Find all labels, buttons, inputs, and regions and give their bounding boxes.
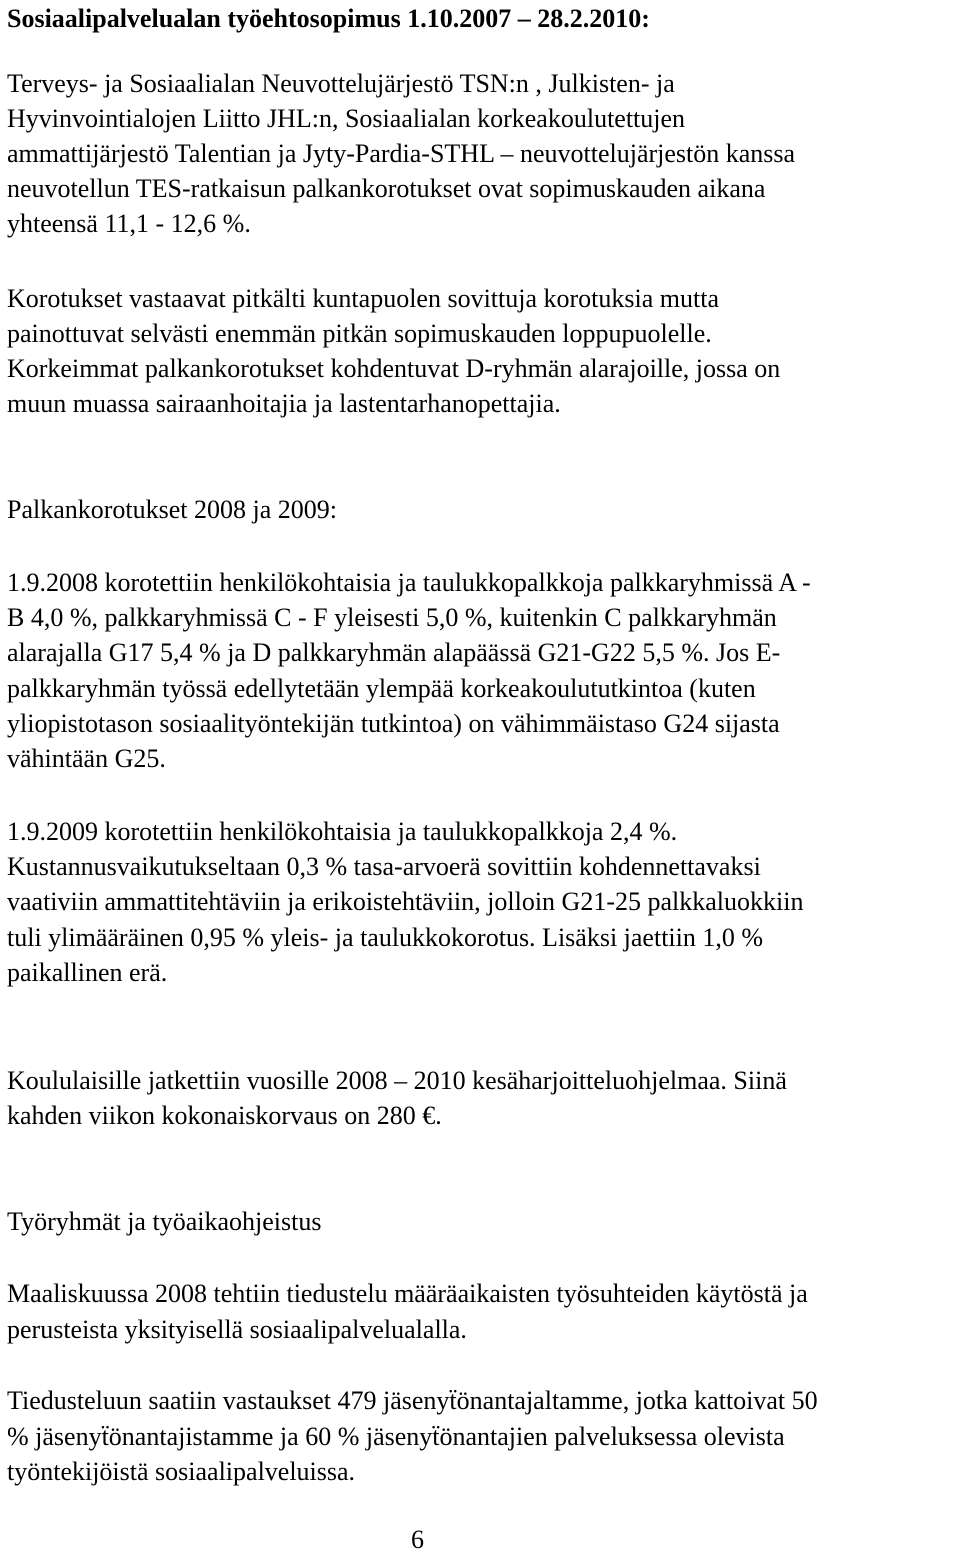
text-line: B 4,0 %, palkkaryhmissä C - F yleisesti 5,0 %, kuitenkin C palkkaryhmän [7,603,777,632]
text-line: neuvotellun TES-ratkaisun palkankorotukset ovat sopimuskauden aikana [7,174,766,203]
page-number: 6 [411,1525,424,1554]
text-line: Koululaisille jatkettiin vuosille 2008 – 2010 kesäharjoitteluohjelmaa. Siinä [7,1066,787,1095]
text-line: kahden viikon kokonaiskorvaus on 280 €. [7,1101,442,1130]
text-line: yliopistotason sosiaalityöntekijän tutkintoa) on vähimmäistaso G24 sijasta [7,709,780,738]
subheading-working-groups: Työryhmät ja työaikaohjeistus [7,1207,322,1236]
text-line: vähintään G25. [7,744,166,773]
text-line: alarajalla G17 5,4 % ja D palkkaryhmän alapäässä G21-G22 5,5 %. Jos E- [7,638,781,667]
text-line: 1.9.2009 korotettiin henkilökohtaisia ja taulukkopalkkoja 2,4 %. [7,817,678,846]
text-line: Korotukset vastaavat pitkälti kuntapuolen sovittuja korotuksia mutta [7,284,719,313]
text-line: painottuvat selvästi enemmän pitkän sopimuskauden loppupuolelle. [7,319,712,348]
text-line: työntekijöistä sosiaalipalveluissa. [7,1457,356,1486]
text-line: paikallinen erä. [7,958,168,987]
text-line: % jäsenyẗönantajistamme ja 60 % jäsenyẗönantajien palveluksessa olevista [7,1422,785,1451]
text-line: ammattijärjestö Talentian ja Jyty-Pardia-STHL – neuvottelujärjestön kanssa [7,139,796,168]
text-line: muun muassa sairaanhoitajia ja lastentarhanopettajia. [7,389,561,418]
text-line: tuli ylimääräinen 0,95 % yleis- ja taulukkokorotus. Lisäksi jaettiin 1,0 % [7,923,764,952]
text-line: vaativiin ammattitehtäviin ja erikoistehtäviin, jolloin G21-25 palkkaluokkiin [7,887,804,916]
text-line: palkkaryhmän työssä edellytetään ylempää korkeakoulututkintoa (kuten [7,674,756,703]
text-line: Terveys- ja Sosiaalialan Neuvottelujärjestö TSN:n , Julkisten- ja [7,69,675,98]
text-line: yhteensä 11,1 - 12,6 %. [7,209,251,238]
text-line: Tiedusteluun saatiin vastaukset 479 jäsenyẗönantajaltamme, jotka kattoivat 50 [7,1386,818,1415]
text-line: Kustannusvaikutukseltaan 0,3 % tasa-arvoerä sovittiin kohdennettavaksi [7,852,761,881]
text-line: Hyvinvointialojen Liitto JHL:n, Sosiaalialan korkeakoulutettujen [7,104,686,133]
text-line: Korkeimmat palkankorotukset kohdentuvat D-ryhmän alarajoille, jossa on [7,354,781,383]
subheading-raises: Palkankorotukset 2008 ja 2009: [7,495,338,524]
text-line: Maaliskuussa 2008 tehtiin tiedustelu määräaikaisten työsuhteiden käytöstä ja [7,1279,808,1308]
text-line: perusteista yksityisellä sosiaalipalvelualalla. [7,1315,467,1344]
text-line: 1.9.2008 korotettiin henkilökohtaisia ja taulukkopalkkoja palkkaryhmissä A - [7,568,811,597]
document-heading: Sosiaalipalvelualan työehtosopimus 1.10.2007 – 28.2.2010: [7,4,650,33]
